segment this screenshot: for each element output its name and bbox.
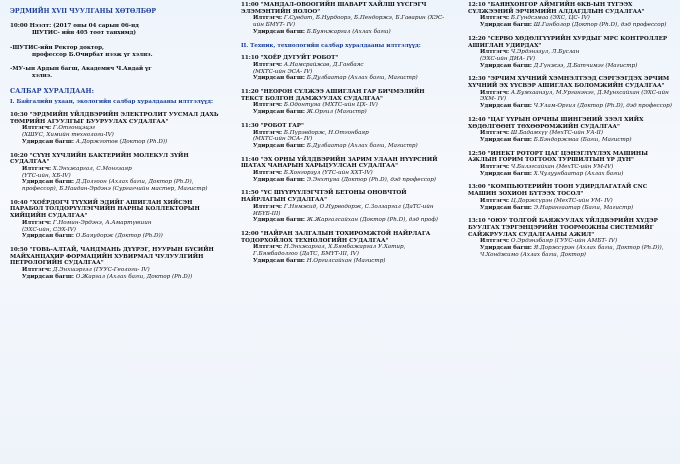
entry-title: 11:20 "НЕОРОН СҮЛЖЭЭ АШИГЛАН ГАР БИЧМЭЛИЙН ТЕКСТ БОЛГОН ДАМЖУУЛАХ СУДАЛГАА" [241, 89, 425, 102]
advisor-label: Удирдсан багш: [480, 103, 532, 110]
presentation-entry [468, 36, 676, 70]
advisor-line [10, 179, 220, 192]
advisor-label: Удирдсан багш: [22, 273, 74, 280]
presenter-name: Н.Энхжаргал, Х.Бямбажаргал У.Хатир, Г.Бямбадолгоо (ДаТС, БМҮТ-III, IV) [253, 244, 406, 258]
advisor-name: Б.Дулбаатар (Ахлах багш, Магистр) [306, 75, 418, 82]
entry-list [10, 112, 220, 280]
intro-text: -МУ-ын Ардын багш, Академич Ч.Авдай үг [10, 66, 152, 73]
advisor-line [241, 143, 445, 150]
entry-title: 12:30 "ЭРЧИМ ХҮЧНИЙ ХЭМНЭЛТЭЭД СЭРГЭЭГДЭХ ЭРЧИМ ХҮЧНИЙ ЭХ ҮҮСВЭР АШИГЛАХ БОЛОМЖИЙН СУДАЛГАА" [468, 76, 670, 90]
advisor-name: Э.Энхтуяа (Доктор (Ph.D), дэд профессор) [306, 176, 436, 183]
presentation-entry [241, 190, 445, 224]
advisor-label: Удирдсан багш: [253, 257, 305, 264]
entry-title: 12:00 "НАЙРАН ЗАЛГАЛЫН ТОХИРОМЖТОЙ НАЙРЛАГА ТОДОРХОЙЛОХ ТЕХНОЛОГИЙН СУДАЛГАА" [241, 230, 431, 244]
advisor-name: Я.Доржсүрэн (Ахлах багш, Доктор (Ph.D)), Ч.Хонджимо (Ахлах багш, Доктор) [480, 245, 664, 258]
presenter-line [241, 244, 445, 257]
presenter-line [468, 49, 676, 56]
advisor-line [241, 29, 445, 36]
advisor-name: Х.Чулуунбаатар (Ахлах багш) [533, 170, 624, 177]
presenter-label: Илтгэгч: [480, 238, 510, 245]
advisor-label: Удирдсан багш: [480, 245, 532, 252]
subsection-heading-natural-science: I. Байгалийн ухаан, экологийн салбар хуралдааны илтгэлүүд: [10, 99, 214, 106]
presentation-entry [10, 112, 220, 146]
presenter-name: Г.Нямжид, О.Нурводорж, С.Золзаргал (ДаТС-ийн ИБҮБ-III) [253, 203, 434, 217]
presenter-name: Б.Гүндсэмаа (ЭХС, ЦС- IV) [510, 15, 590, 22]
entry-title: 12:40 "ЦАГ ҮҮРЫН ОРЧНЫ ШИНГЭНИЙ ЗЭЭЛ ХИЙХ ХӨДӨЛГӨӨНТ ТӨХӨӨРӨМЖИЙН СУДАЛГАА" [468, 116, 644, 130]
advisor-line [10, 233, 220, 240]
presenter-line [468, 164, 676, 171]
advisor-line [468, 63, 676, 70]
advisor-line [241, 75, 445, 82]
presenter-name: О.Эрдэнэбаяр (ГУУС-ийн АМБТ- IV) [510, 238, 618, 245]
advisor-name: Э.Нарангаатар (Багш, Магистр) [533, 204, 634, 211]
intro-text: 10:00 Нээлт: (2017 оны 04 сарын 06-нд [10, 23, 139, 30]
advisor-name: Б.Бэндоржмаа (Багш, Магистр) [533, 136, 632, 143]
presentation-entry [241, 123, 445, 150]
advisor-name: Н.Оргилсайхан (Магистр) [306, 257, 386, 264]
advisor-label: Удирдсан багш: [253, 109, 305, 116]
presenter-label: Илтгэгч: [22, 267, 52, 274]
presenter-program: (ҮТС-ийн, ХБ-IV) [22, 172, 71, 179]
presenter-line [241, 204, 445, 217]
presenter-label: Илтгэгч: [480, 130, 510, 137]
entry-title: 12:10 "БАЯНХОНГОР АЙМГИЙН 6КВ-ЫН ТҮГЭЭХ СҮЛЖЭЭНИЙ ЭРЧИМИЙН АЛДАГДЛЫН СУДАЛГАА" [468, 2, 645, 15]
advisor-label: Удирдсан багш: [480, 22, 532, 29]
advisor-name: Б.Дулбаатар (Ахлах багш, Магистр) [306, 142, 418, 149]
presenter-label: Илтгэгч: [22, 125, 52, 132]
advisor-label: Удирдсан багш: [480, 62, 532, 69]
advisor-name: О.Баяудорж (Доктор (Ph.D)) [75, 233, 163, 240]
presenter-label: Илтгэгч: [22, 219, 52, 226]
presenter-line [10, 166, 220, 173]
presenter-label: Илтгэгч: [480, 49, 510, 56]
presenter-line [468, 90, 676, 103]
presenter-label: Илтгэгч: [480, 164, 510, 171]
presenter-label: Илтгэгч: [253, 170, 283, 177]
presenter-label: Илтгэгч: [253, 15, 283, 22]
presenter-label: Илтгэгч: [22, 165, 52, 172]
presenter-name: Д.Энхшэргэл (ГУУС-Геологи- IV) [52, 267, 150, 274]
presenter-name: Б.Одонтуяа (МХТС-ийн ЦХ- IV) [283, 102, 378, 109]
presentation-entry [10, 153, 220, 193]
entry-title: 12:50 "ИНЕКТ РОТОРТ ЦАГ ЦЭНЭГЛҮҮЛЭХ МАШИНЫ АЖЛЫН ГОРИМ ТОГТООХ ТУРШИЛТЫН ҮР ДҮН" [468, 150, 648, 164]
presenter-name: А.Намсрайжав, Д.Ганбаяс [283, 61, 364, 68]
entry-title: 11:00 "МАНДАЛ-ОВООГИЙН ШАВАРТ ХАЙЛШ ҮҮСГЭГЧ ЭЛЭМЭНТИЙН ЯОЛОО" [241, 2, 427, 15]
entry-list [241, 55, 445, 264]
entry-list [468, 2, 676, 259]
presentation-entry [10, 247, 220, 281]
presenter-label: Илтгэгч: [253, 102, 283, 109]
advisor-label: Удирдсан багш: [253, 176, 305, 183]
entry-title: 10:40 "ХОЁРДОГЧ ТҮҮХИЙ ЭДИЙГ АШИГЛАН ХИЙСЭН ПАРАБОЛ ТОЛДОРҮҮЛЭГЧИЙН НАРНЫ КОЛЛЕКТОРЫН ХИЙЦИЙН СУДАЛГАА" [10, 199, 200, 220]
presenter-label: Илтгэгч: [253, 129, 283, 136]
presenter-line [10, 267, 220, 274]
column-left [0, 0, 226, 464]
presenter-line [468, 130, 676, 137]
presentation-entry [468, 76, 676, 110]
presenter-name: А.Бумхаанзул, М.Урганэнэг, Д.Мунхсайхан (ЭХС-ийн ЭХМ- IV) [480, 89, 669, 103]
advisor-name: Ч.Улам-Оргил (Доктор (Ph.D), дэд профессор) [533, 103, 672, 110]
advisor-label: Удирдсан багш: [253, 28, 305, 35]
advisor-label: Удирдсан багш: [22, 138, 74, 145]
presentation-entry [241, 55, 445, 82]
entry-title: 12:20 "СЕРВО ХӨДӨЛГҮҮРИЙН ХУРДЫГ МРС КОНТРОЛЛЕР АШИГЛАН УДИРДАХ" [468, 35, 668, 49]
presenter-name: Ч.Билэгсайхан (МехТС-ийн УМ-IV) [510, 164, 614, 171]
advisor-line [10, 139, 220, 146]
presenter-name: Б.Хонгорзул (ҮТС-ийн ХХТ-IV) [283, 170, 373, 177]
entry-title: 10:30 "ЭРДМИЙН ҮЙЛДВЭРИЙН ЭЛЕКТРОЛИТ УУСМАЛ ДАХЬ ТӨМРИЙН АГУУЛГЫГ БУУРУУЛАХ СУДАЛГАА" [10, 112, 219, 125]
advisor-name: Д.Долгоон (Ахлах багш, Доктор (Ph.D), профессор), Б.Наидан-Эрдэнэ (Сургагчийн мастер, Магистр) [22, 179, 208, 193]
intro-subtext: хэлнэ. [32, 72, 53, 79]
presenter-line [241, 62, 445, 69]
advisor-name: Ж.Жаргалсайхан (Доктор (Ph.D), дэд проф) [306, 217, 438, 224]
presenter-label: Илтгэгч: [253, 244, 283, 251]
advisor-line [241, 177, 445, 184]
advisor-label: Удирдсан багш: [253, 142, 305, 149]
intro-line [10, 66, 220, 79]
advisor-line [468, 205, 676, 212]
entry-title: 11:10 "ХОЁР ДУГУЙТ РОБОТ" [241, 55, 339, 62]
advisor-label: Удирдсан багш: [480, 136, 532, 143]
entry-title: 13:00 "КОМПЬЮТЕРИЙН ТООН УДИРДЛАГАТАЙ CNC МАШИН ЗОХИОН БҮТЭЭХ ТОСОЛ" [468, 184, 648, 198]
presenter-line [10, 220, 220, 227]
presentation-entry [241, 2, 445, 36]
presenter-label: Илтгэгч: [253, 203, 283, 210]
intro-block [10, 23, 220, 79]
presenter-name: Ш.Бадамхүү (МехТС-ийн УА-II) [510, 130, 604, 137]
advisor-label: Удирдсан багш: [480, 170, 532, 177]
presentation-entry [241, 89, 445, 116]
entry-title: 10:20 "СҮҮН ХҮЧЛИЙН БАКТЕРИЙН МОЛЕКУЛ ЗҮЙН СУДАЛГАА" [10, 152, 189, 166]
presenter-label: Илтгэгч: [480, 15, 510, 22]
advisor-label: Удирдсан багш: [253, 75, 305, 82]
entry-list-top [241, 2, 445, 36]
entry-title: 13:10 "ОЮУ ТОЛГОЙ БАЯЖУУЛАХ ҮЙЛДВЭРИЙН ХҮДЭР БУУЛГАХ ТЭРГЭНЦЭРИЙН ТООРМОЖНЫ СИСТЕМИЙГ САЙЖРУУЛАХ СУДАЛГААНЫ АЖИЛ" [468, 218, 658, 238]
presenter-program: (ЭХС-ийн, СЭХ-IV) [22, 226, 76, 233]
advisor-line [468, 22, 676, 29]
intro-line [10, 23, 220, 36]
presentation-entry [241, 231, 445, 265]
presentation-entry [10, 200, 220, 240]
advisor-name: Ш.Ганболор (Доктор (Ph.D), дэд профессор) [533, 22, 667, 29]
program-heading: ЭРДМИЙН XVII ЧУУЛГАНЫ ХӨТӨЛБӨР [10, 8, 157, 15]
advisor-label: Удирдсан багш: [253, 217, 305, 224]
presentation-entry [468, 151, 676, 178]
advisor-label: Удирдсан багш: [480, 204, 532, 211]
advisor-name: Д.Гүнжээ, Д.Батчимэг (Магистр) [533, 62, 638, 69]
advisor-name: Б.Буянжаргал (Ахлах багш) [306, 28, 391, 35]
presentation-entry [468, 184, 676, 211]
column-right [456, 0, 680, 464]
presenter-program: (МХТС-ийн ЭСА- IV) [253, 136, 313, 143]
entry-title: 11:40 "ЭХ ОРНЫ ҮЙЛДВЭРИЙН ЗАРИМ УЛААН НҮҮРСНИЙ ШАТАХ ЧАНАРЫН ХАРЬЦУУЛСАН СУДАЛГАА" [241, 156, 438, 170]
advisor-line [468, 245, 676, 258]
advisor-name: Ж.Оргил (Магистр) [306, 109, 367, 116]
presenter-program: (ЭХС-ийн ДИА- IV) [480, 55, 536, 62]
presenter-name: Б.Пүрэвдорж, Н.Отгонбаяр [283, 129, 369, 136]
intro-subtext: ШУТИС- ийн 405 тоот танхимд) [32, 30, 137, 37]
presentation-entry [468, 117, 676, 144]
presentation-entry [468, 2, 676, 29]
advisor-line [468, 103, 676, 110]
presenter-program: (МХТС-ийн ЭСА- IV) [253, 68, 313, 75]
advisor-line [241, 217, 445, 224]
presentation-entry [468, 218, 676, 258]
entry-title: 11:30 "РОБОТ ГАР" [241, 122, 304, 129]
presenter-name: Ц.Доржсүрэн (МехТС-ийн УМ- IV) [510, 197, 613, 204]
intro-subtext: профессор Б.Очирбат нээж үг хэлнэ. [32, 51, 153, 58]
presentation-entry [241, 157, 445, 184]
advisor-line [241, 109, 445, 116]
intro-line [10, 45, 220, 58]
presenter-program: (ХШУС, Химийн технологи-IV) [22, 132, 114, 139]
advisor-name: О.Жаргал (Ахлах багш, Доктор (Ph.D)) [75, 273, 193, 280]
entry-title: 10:50 "ГОВЬ-АЛТАЙ, ЧАНДМАНЬ ДҮҮРЭГ, НУУРЫН БҮСИЙН МАЙХАНЦАХИР ФОРМАЦИЙН ХУВИРМАЛ ЧУЛУУЛГИЙН ПЕТРОЛОГИЙН СУДАЛГАА" [10, 247, 214, 267]
presenter-line [468, 198, 676, 205]
presenter-name: Г.Отгонцэцэг [52, 125, 96, 132]
advisor-line [10, 274, 220, 281]
subsection-heading-technology: II. Техник, технологийн салбар хуралдааны илтгэлүүд: [241, 42, 421, 49]
column-middle [231, 0, 449, 464]
presenter-label: Илтгэгч: [480, 89, 510, 96]
presenter-line [241, 170, 445, 177]
entry-title: 11:50 "ҮС ШҮҮРҮҮЛЭГЧТЭЙ БЕТОНЫ ОНОВЧТОЙ НАЙРЛАГЫН СУДАЛГАА" [241, 190, 407, 204]
advisor-line [468, 137, 676, 144]
intro-text: -ШУТИС-ийн Ректор доктор, [10, 44, 104, 51]
section-title: САЛБАР ХУРАЛДААН: [10, 86, 94, 95]
advisor-label: Удирдсан багш: [22, 179, 74, 186]
presenter-name: Х.Энхжаргал, С.Монгзаяр [52, 165, 132, 172]
presenter-label: Илтгэгч: [480, 197, 510, 204]
presenter-name: Г.Номин-Эрдэнэ, А.Амартүвшин [52, 219, 152, 226]
advisor-line [468, 171, 676, 178]
advisor-name: А.Доржготов (Доктор (Ph.D)) [75, 138, 168, 145]
presenter-label: Илтгэгч: [253, 61, 283, 68]
advisor-line [241, 258, 445, 265]
presenter-line [241, 15, 445, 28]
presenter-name: Ч.Эрдэнэзул, Л.Буслан [510, 49, 580, 56]
presenter-name: Г.Сувдат, Б.Нурдоорэ, Б.Пендоржэ, Б.Гаварин (ХЭС-ийн БМҮТ- IV) [253, 15, 445, 29]
advisor-label: Удирдсан багш: [22, 233, 74, 240]
